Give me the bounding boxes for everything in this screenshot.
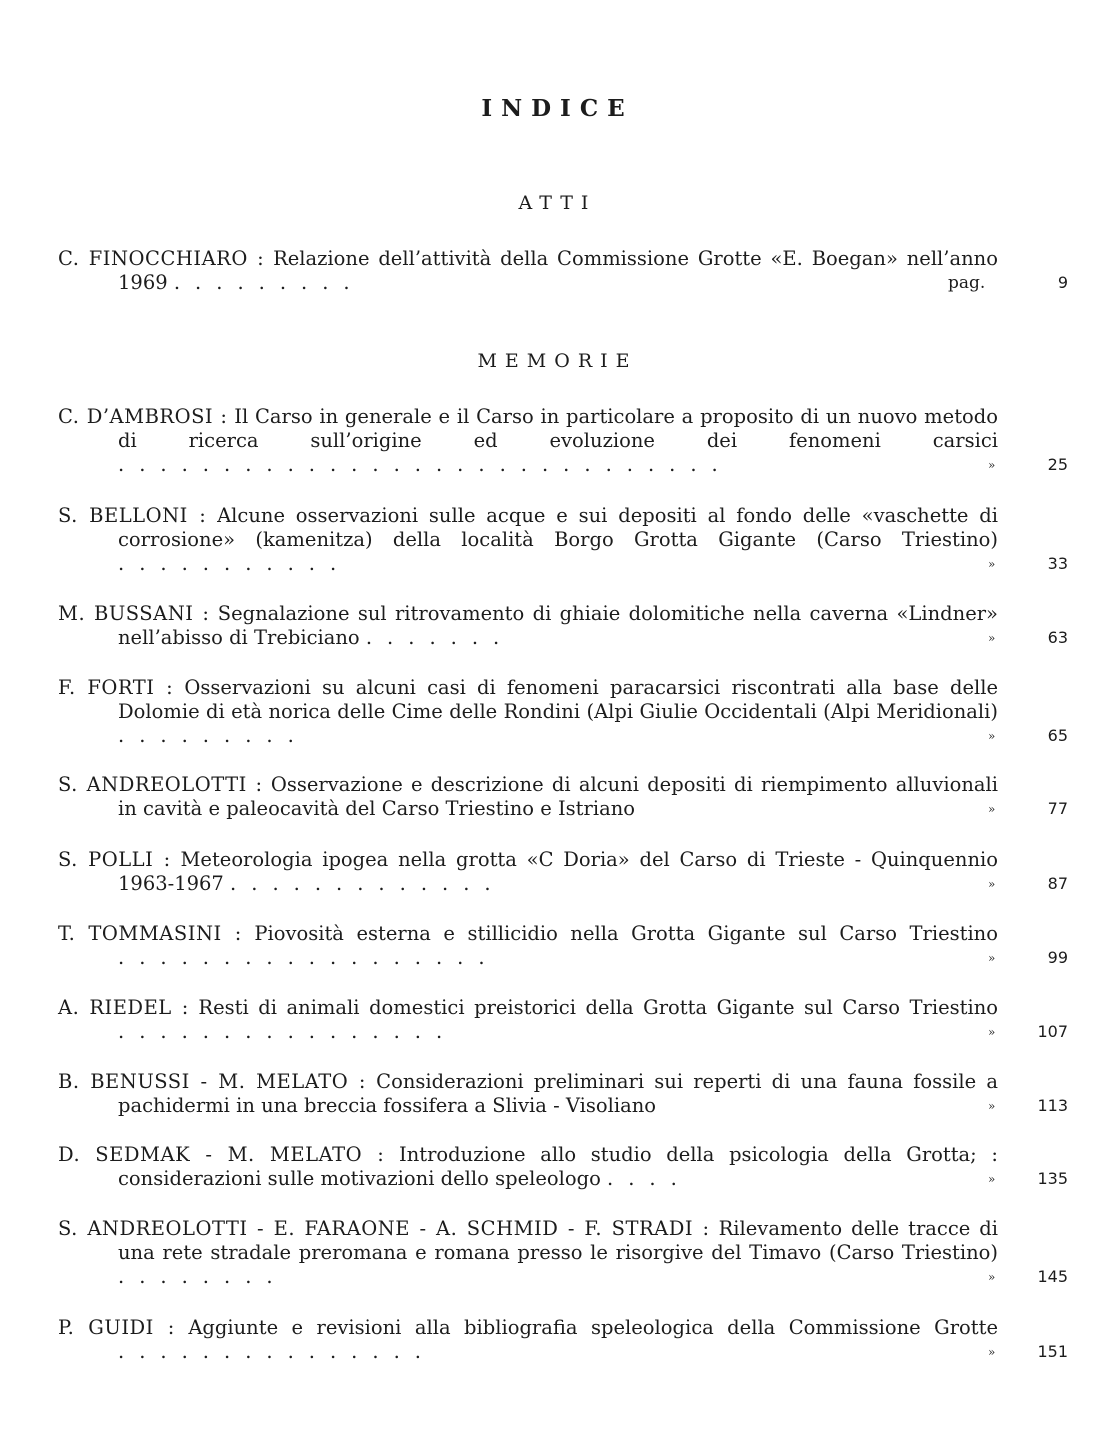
page-number: 77: [1047, 799, 1068, 818]
toc-entry: [58, 1070, 1068, 1118]
page-title: INDICE: [481, 95, 634, 123]
entry-title: Il Carso in generale e il Carso in particolare a proposito di un nuovo metodo di ricerca sull’origine ed evoluzione dei fenomeni carsici: [118, 405, 999, 452]
entry-body: [58, 405, 998, 477]
entry-ref: [948, 1265, 1068, 1289]
toc-entry: [58, 602, 1068, 650]
ditto-mark: »: [988, 631, 996, 645]
page-number: 107: [1037, 1022, 1068, 1041]
entry-title: Segnalazione sul ritrovamento di ghiaie dolomitiche nella caverna «Lindner» nell’abisso di Trebiciano: [118, 602, 998, 649]
entry-ref: [948, 271, 1068, 295]
dot-leader: ....: [607, 1167, 692, 1190]
ditto-mark: »: [988, 1172, 996, 1186]
entry-body: [58, 773, 998, 821]
toc-entry: [58, 676, 1068, 748]
page-number: 145: [1037, 1267, 1068, 1286]
ditto-mark: »: [988, 951, 996, 965]
entry-ref: [948, 797, 1068, 821]
toc-entry: [58, 848, 1068, 896]
entry-ref: [948, 872, 1068, 896]
entry-ref: [948, 1020, 1068, 1044]
entry-author: T. TOMMASINI :: [58, 922, 242, 945]
entry-author: S. ANDREOLOTTI - E. FARAONE - A. SCHMID - F. STRADI :: [58, 1217, 710, 1240]
dot-leader: .............: [230, 872, 506, 895]
ditto-mark: »: [988, 557, 996, 571]
dot-leader: ...............: [118, 1340, 436, 1363]
entry-author: P. GUIDI :: [58, 1316, 175, 1339]
entry-title: Rilevamento delle tracce di una rete stradale preromana e romana presso le risorgive del Timavo (Carso Triestino): [118, 1217, 998, 1264]
ditto-mark: »: [988, 1025, 996, 1039]
page-number: 99: [1047, 948, 1068, 967]
ditto-mark: »: [988, 1270, 996, 1284]
toc-entry: [58, 996, 1068, 1044]
entry-body: [58, 996, 998, 1044]
entry-title: Osservazioni su alcuni casi di fenomeni paracarsici riscontrati alla base delle Dolomie di età norica delle Cime delle Rondini (Alpi Giulie Occidentali (Alpi Meridionali): [118, 676, 998, 723]
toc-entry: [58, 247, 1068, 295]
entry-body: [58, 1143, 998, 1191]
dot-leader: .......: [365, 626, 515, 649]
entry-ref: [948, 453, 1068, 477]
entry-title: Aggiunte e revisioni alla bibliografia speleologica della Commissione Grotte: [188, 1316, 999, 1339]
entry-author: M. BUSSANI :: [58, 602, 210, 625]
ditto-mark: »: [988, 802, 996, 816]
page-number: 113: [1037, 1096, 1068, 1115]
ditto-mark: »: [988, 877, 996, 891]
page-label: pag.: [948, 273, 986, 293]
entry-ref: [948, 552, 1068, 576]
toc-entry: [58, 1217, 1068, 1289]
entry-body: [58, 1217, 998, 1289]
entry-author: C. D’AMBROSI :: [58, 405, 228, 428]
toc-entry: [58, 504, 1068, 576]
toc-entry: [58, 1143, 1068, 1191]
entry-title: Relazione dell’attività della Commissione Grotte «E. Boegan» nell’anno 1969: [118, 247, 998, 294]
entry-title: Resti di animali domestici preistorici della Grotta Gigante sul Carso Triestino: [198, 996, 999, 1019]
entry-author: S. BELLONI :: [58, 504, 207, 527]
ditto-mark: »: [988, 729, 996, 743]
section-heading-memorie: MEMORIE: [477, 350, 638, 372]
page-number: 87: [1047, 874, 1068, 893]
entry-author: A. RIEDEL :: [58, 996, 189, 1019]
entry-author: D. SEDMAK - M. MELATO :: [58, 1143, 385, 1166]
entry-title: Piovosità esterna e stillicidio nella Grotta Gigante sul Carso Triestino: [254, 922, 998, 945]
dot-leader: .........: [173, 271, 365, 294]
entry-body: [58, 922, 998, 970]
page-number: 9: [1057, 273, 1068, 292]
entry-body: [58, 676, 998, 748]
ditto-mark: »: [988, 1099, 996, 1113]
entry-author: B. BENUSSI - M. MELATO :: [58, 1070, 366, 1093]
toc-entry: [58, 773, 1068, 821]
section-heading-atti: ATTI: [518, 192, 597, 214]
entry-ref: [948, 946, 1068, 970]
entry-title: Considerazioni preliminari sui reperti di una fauna fossile a pachidermi in una breccia fossifera a Slivia - Visoliano: [118, 1070, 998, 1117]
toc-entry: [58, 405, 1068, 477]
entry-body: [58, 504, 998, 576]
entry-ref: [948, 724, 1068, 748]
page-number: 33: [1047, 554, 1068, 573]
entry-title: Introduzione allo studio della psicologia della Grotta; : considerazioni sulle motivazioni dello speleologo: [118, 1143, 998, 1190]
entry-body: [58, 602, 998, 650]
toc-entry: [58, 1316, 1068, 1364]
page-number: 25: [1047, 455, 1068, 474]
entry-title: Alcune osservazioni sulle acque e sui depositi al fondo delle «vaschette di corrosione» (kamenitza) della località Borgo Grotta Gigante (Carso Triestino): [118, 504, 998, 551]
dot-leader: ...........: [118, 552, 352, 575]
dot-leader: ................: [118, 1020, 458, 1043]
dot-leader: .............................: [118, 453, 733, 476]
page-number: 135: [1037, 1169, 1068, 1188]
dot-leader: ........: [118, 1265, 288, 1288]
ditto-mark: »: [988, 1345, 996, 1359]
entry-ref: [948, 626, 1068, 650]
entry-body: [58, 247, 998, 295]
entry-title: Meteorologia ipogea nella grotta «C Doria» del Carso di Trieste - Quinquennio 1963-1967: [118, 848, 998, 895]
entry-body: [58, 1070, 998, 1118]
entry-ref: [948, 1340, 1068, 1364]
entry-author: C. FINOCCHIARO :: [58, 247, 265, 270]
entry-ref: [948, 1167, 1068, 1191]
dot-leader: ..................: [118, 946, 500, 969]
page-number: 63: [1047, 628, 1068, 647]
entry-author: S. POLLI :: [58, 848, 171, 871]
ditto-mark: »: [988, 458, 996, 472]
page-number: 151: [1037, 1342, 1068, 1361]
entry-author: S. ANDREOLOTTI :: [58, 773, 263, 796]
page-number: 65: [1047, 726, 1068, 745]
entry-title: Osservazione e descrizione di alcuni depositi di riempimento alluvionali in cavità e paleocavità del Carso Triestino e Istriano: [118, 773, 998, 820]
entry-ref: [948, 1094, 1068, 1118]
entry-author: F. FORTI :: [58, 676, 174, 699]
entry-body: [58, 848, 998, 896]
entry-body: [58, 1316, 998, 1364]
toc-entry: [58, 922, 1068, 970]
dot-leader: .........: [118, 724, 309, 747]
